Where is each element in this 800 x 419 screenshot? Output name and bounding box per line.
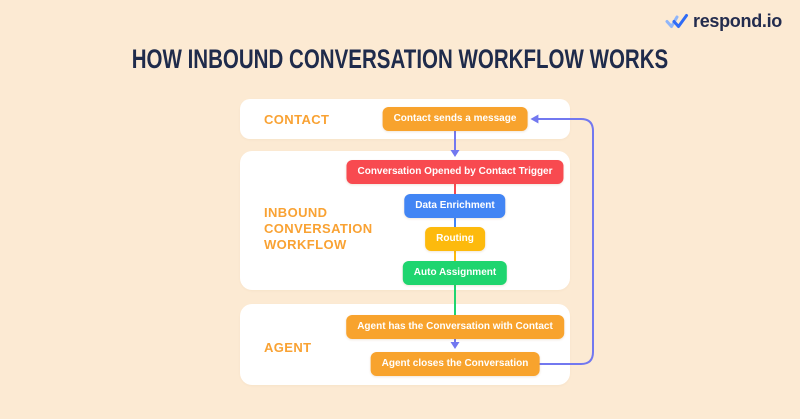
node-routing: Routing <box>425 227 485 251</box>
logo-wordmark: respond.io <box>692 11 782 31</box>
node-data-enrichment: Data Enrichment <box>404 194 505 218</box>
lane-label-workflow: INBOUND CONVERSATION WORKFLOW <box>264 205 373 252</box>
node-agent-closes-conversation: Agent closes the Conversation <box>371 352 540 376</box>
respondio-logo <box>665 11 782 32</box>
node-auto-assignment: Auto Assignment <box>403 261 507 285</box>
double-check-icon <box>665 13 689 30</box>
node-contact-sends-message: Contact sends a message <box>383 107 528 131</box>
lane-label-contact: CONTACT <box>264 112 330 127</box>
node-agent-has-conversation: Agent has the Conversation with Contact <box>346 315 564 339</box>
node-conversation-opened-trigger: Conversation Opened by Contact Trigger <box>346 160 563 184</box>
page-title: HOW INBOUND CONVERSATION WORKFLOW WORKS <box>131 44 669 74</box>
lane-label-agent: AGENT <box>264 340 312 355</box>
